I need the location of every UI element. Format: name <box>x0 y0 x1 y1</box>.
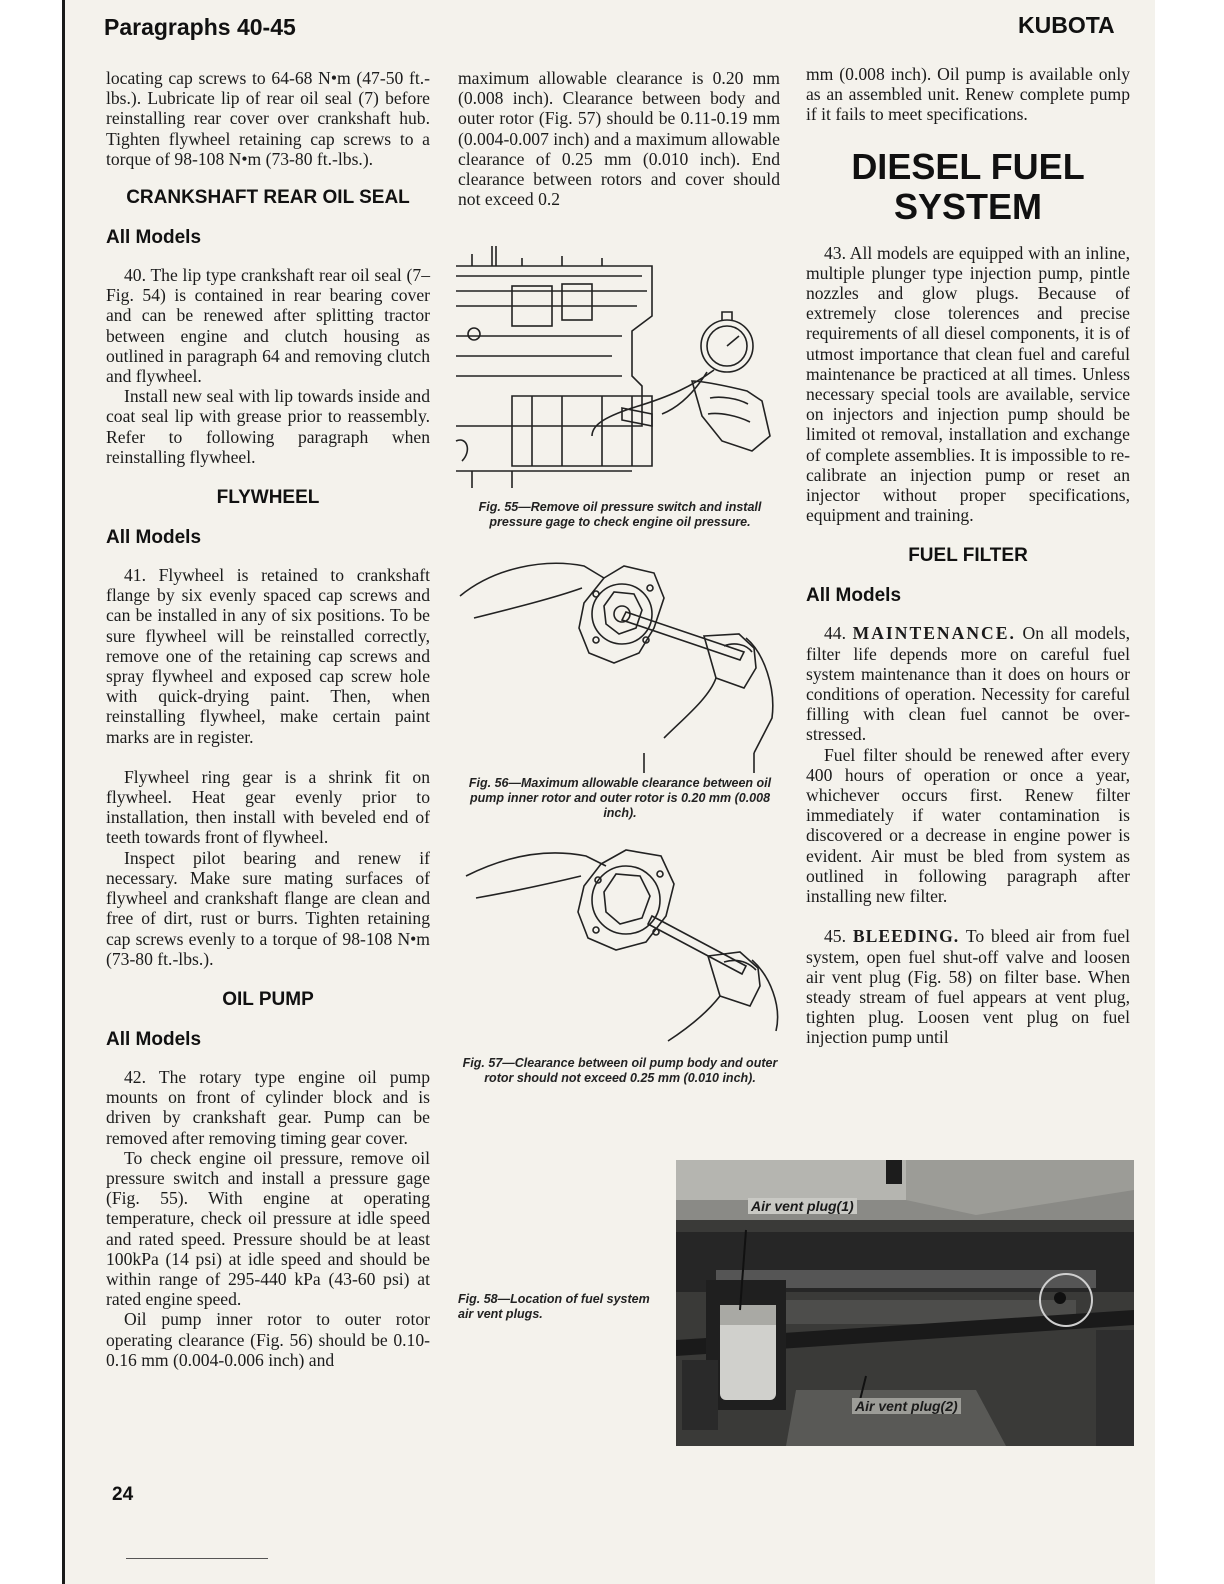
header-paragraphs: Paragraphs 40-45 <box>104 14 296 40</box>
paragraph-43: 43. All models are equipped with an inline, multiple plunger type injection pump, pintle nozzles and glow plugs. Because of extremely close tolerences and precise requirements of all diesel components, it is of utmost importance that clean fuel and careful maintenance be practiced at all times. Unless necessary special tools are available, service on injectors and injection pump should be limited ot removal, installation and exchange of complete assemblies. It is impossible to re-calibrate an injection pump or reset an injector without proper specifications, equipment and training. <box>806 242 1130 526</box>
subheading-all-models: All Models <box>106 1028 202 1050</box>
paragraph-oil-pump-available: mm (0.008 inch). Oil pump is available only as an assembled unit. Renew complete pump if it fails to meet specifications. <box>806 64 1130 125</box>
figure-57-caption: Fig. 57—Clearance between oil pump body and outer rotor should not exceed 0.25 mm (0.010 inch). <box>462 1056 778 1085</box>
paragraph-45-text: To bleed air from fuel system, open fuel shut-off valve and loosen air vent plug (Fig. 58) on filter base. When steady stream of fuel appears at vent plug, tighten plug. Loosen vent plug on fuel injection pump until <box>806 926 1130 1048</box>
paragraph-42: 42. The rotary type engine oil pump mounts on front of cylinder block and is driven by crankshaft gear. Pump can be removed after removing timing gear cover. <box>106 1066 430 1148</box>
paragraph-44-number: 44. <box>824 623 846 644</box>
paragraph-41-pilot-bearing: Inspect pilot bearing and renew if necessary. Make sure mating surfaces of flywheel and crankshaft flange are clean and free of dirt, rust or burrs. Tighten retaining cap screws evenly to a torque of 98-108 N•m (73-80 ft.-lbs.). <box>106 847 430 969</box>
subheading-all-models: All Models <box>106 527 202 549</box>
keyword-bleeding: BLEEDING. <box>852 926 960 947</box>
paragraph-44-text: On all models, filter life depends more on careful fuel system maintenance than it does on hours or conditions of operation. Necessity for careful filling with clean fuel cannot be over-stressed. <box>806 623 1130 745</box>
photo-label-air-vent-plug-1: Air vent plug(1) <box>748 1198 857 1214</box>
paragraph-clearance-continued: maximum allowable clearance is 0.20 mm (0.008 inch). Clearance between body and outer rotor (Fig. 57) should be 0.11-0.19 mm (0.004-0.007 inch) and a maximum allowable clearance of 0.25 mm (0.010 inch). End clearance between rotors and cover should not exceed 0.2 <box>458 68 780 210</box>
section-title-system: SYSTEM <box>893 185 1043 227</box>
paragraph-44-renewal: Fuel filter should be renewed after every 400 hours of operation or once a year, whichever occurs first. Renew filter immediately if water contamination is discovered or a decrease in engine power is evident. Air must be bled from system as outlined in following paragraph after installing new filter. <box>806 744 1130 907</box>
section-title-oil-pump: OIL PUMP <box>222 988 314 1010</box>
section-title-rear-oil-seal: CRANKSHAFT REAR OIL SEAL <box>126 187 410 209</box>
page-number: 24 <box>112 1484 134 1505</box>
column-1 <box>106 68 430 1370</box>
column-3 <box>806 64 1130 1048</box>
paragraph-41-ring-gear: Flywheel ring gear is a shrink fit on flywheel. Heat gear evenly prior to installation, then install with beveled end of teeth towards front of flywheel. <box>106 766 430 848</box>
paragraph-intro: locating cap screws to 64-68 N•m (47-50 ft.-lbs.). Lubricate lip of rear oil seal (7) before reinstalling rear cover over crankshaft hub. Tighten flywheel retaining cap screws to a torque of 98-108 N•m (73-80 ft.-lbs.). <box>106 68 430 169</box>
keyword-maintenance: MAINTENANCE. <box>852 623 1016 644</box>
paragraph-45-number: 45. <box>824 926 846 947</box>
paragraph-41: 41. Flywheel is retained to crankshaft flange by six evenly spaced cap screws and can be installed in any of six positions. To be sure flywheel will be reinstalled correctly, remove one of the retaining cap screws and spray flywheel and exposed cap screw hole with quick-drying paint. Then, when reinstalling flywheel, make certain paint marks are in register. <box>106 565 430 747</box>
column-2 <box>458 68 780 209</box>
subheading-all-models: All Models <box>106 227 202 249</box>
section-title-fuel-filter: FUEL FILTER <box>908 545 1028 567</box>
paragraph-44 <box>806 623 1130 744</box>
paragraph-45 <box>806 926 1130 1047</box>
figure-56-caption: Fig. 56—Maximum allowable clearance between oil pump inner rotor and outer rotor is 0.20 mm (0.008 inch). <box>468 776 772 820</box>
header-brand: KUBOTA <box>1018 12 1115 38</box>
paragraph-40: 40. The lip type crankshaft rear oil seal (7–Fig. 54) is contained in rear bearing cover and can be renewed after splitting tractor between engine and clutch housing as outlined in paragraph 64 and removing clutch and flywheel. <box>106 265 430 387</box>
figure-55-caption: Fig. 55—Remove oil pressure switch and install pressure gage to check engine oil pressure. <box>478 500 762 529</box>
footer-rule <box>126 1558 268 1559</box>
figure-57-body-clearance <box>456 836 786 1051</box>
section-title-diesel-fuel: DIESEL FUEL <box>851 145 1085 187</box>
section-title-flywheel: FLYWHEEL <box>216 487 320 509</box>
paragraph-42-pressure: To check engine oil pressure, remove oil pressure switch and install a pressure gage (Fig. 55). With engine at operating temperature, check oil pressure at idle speed and rated speed. Pressure should be at least 100kPa (14 psi) at idle speed and should be within range of 295-440 kPa (43-60 psi) at rated engine speed. <box>106 1147 430 1310</box>
figure-56-rotor-clearance <box>454 548 784 773</box>
photo-label-air-vent-plug-2: Air vent plug(2) <box>852 1398 961 1414</box>
figure-55-engine-gage <box>452 236 782 496</box>
figure-58-caption: Fig. 58—Location of fuel system air vent plugs. <box>458 1292 650 1321</box>
paragraph-40-continued: Install new seal with lip towards inside and coat seal lip with grease prior to reassembly. Refer to following paragraph when reinstalling flywheel. <box>106 386 430 467</box>
paragraph-42-clearance: Oil pump inner rotor to outer rotor operating clearance (Fig. 56) should be 0.10-0.16 mm (0.004-0.006 inch) and <box>106 1309 430 1370</box>
subheading-all-models: All Models <box>806 585 902 607</box>
